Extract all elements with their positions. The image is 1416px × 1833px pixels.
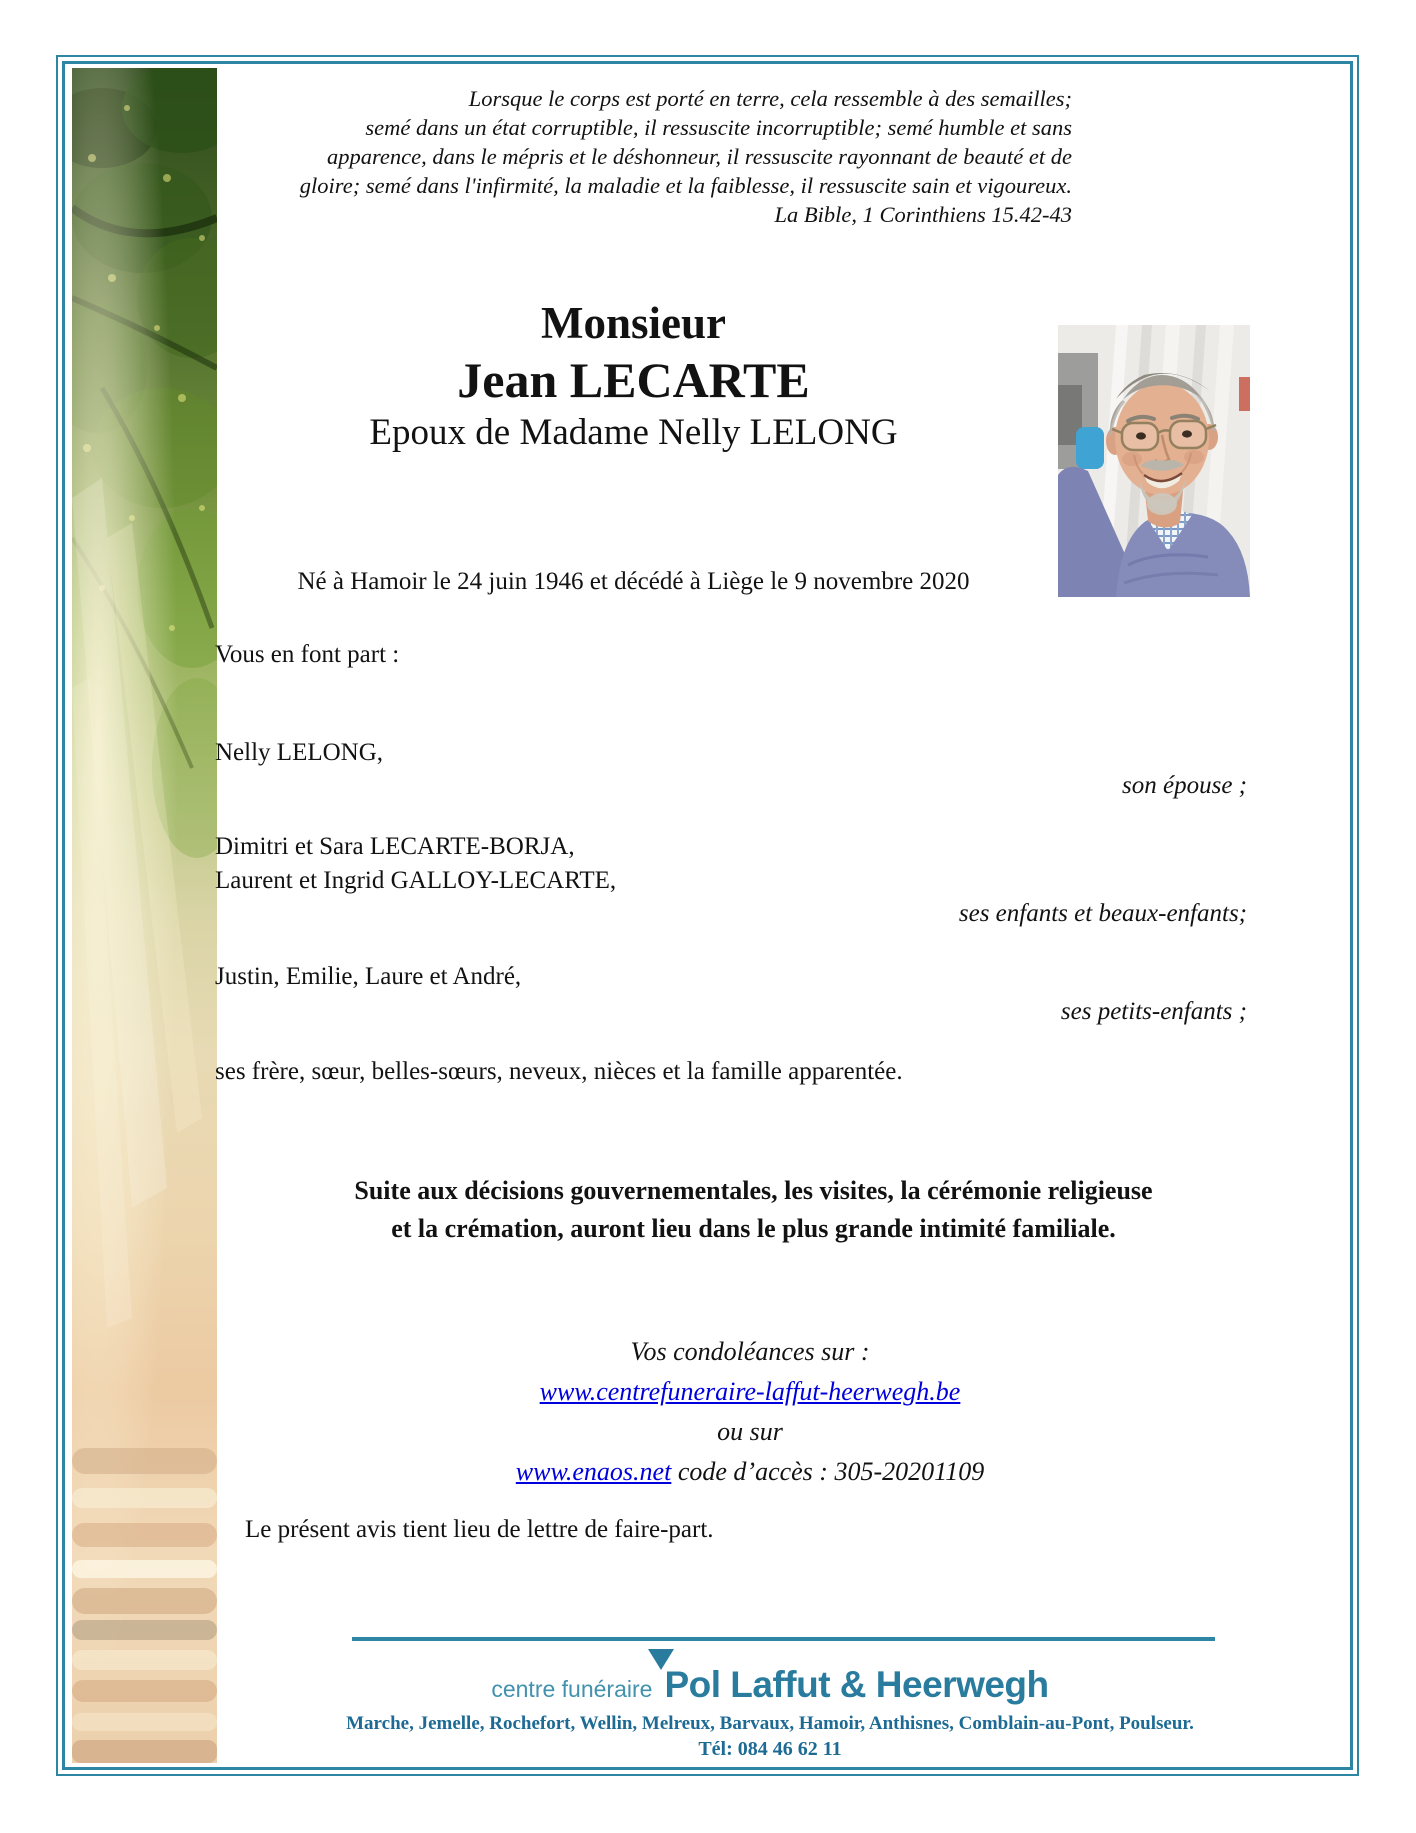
family-extended: ses frère, sœur, belles-sœurs, neveux, nièces et la famille apparentée.: [215, 1058, 903, 1085]
closing-line: Le présent avis tient lieu de lettre de faire-part.: [245, 1516, 714, 1543]
quote-line: semé dans un état corruptible, il ressuscite incorruptible; semé humble et sans: [365, 115, 1072, 140]
family-names-grandchildren: Justin, Emilie, Laure et André,: [215, 963, 522, 990]
relation-spouse: son épouse ;: [1122, 772, 1247, 799]
footer-phone: Tél: 084 46 62 11: [698, 1738, 842, 1760]
footer-locations: Marche, Jemelle, Rochefort, Wellin, Melreux, Barvaux, Hamoir, Anthisnes, Comblain-au-Pont, Poulseur.: [346, 1713, 1194, 1734]
relation-children: ses enfants et beaux-enfants;: [958, 900, 1247, 927]
family-name-line: Dimitri et Sara LECARTE-BORJA,: [215, 833, 575, 860]
deceased-name: Jean LECARTE: [457, 352, 810, 408]
funeral-home-logo: [250, 1664, 1290, 1706]
portrait-photo: [1058, 325, 1250, 597]
family-names-children: [215, 830, 616, 898]
condolences-intro: Vos condoléances sur :: [630, 1337, 870, 1366]
deceased-life-dates: Né à Hamoir le 24 juin 1946 et décédé à Liège le 9 novembre 2020: [297, 568, 970, 595]
logo-triangle-icon: [648, 1649, 674, 1670]
notice-line: et la crémation, auront lieu dans le plus grande intimité familiale.: [391, 1214, 1116, 1243]
logo-prefix: centre funéraire: [491, 1676, 653, 1702]
quote-line: gloire; semé dans l'infirmité, la maladie et la faiblesse, il ressuscite sain et vigoureux.: [299, 173, 1072, 198]
bible-quote: [217, 84, 1072, 229]
sidebar-nature-photo: [72, 68, 217, 1763]
condolences-link-enaos[interactable]: www.enaos.net: [515, 1457, 672, 1486]
condolences-enaos-line: [217, 1452, 1283, 1492]
condolences-access-code: code d’accès : 305-20201109: [671, 1457, 985, 1486]
deceased-spouse-line: Epoux de Madame Nelly LELONG: [369, 412, 898, 453]
notice-line: Suite aux décisions gouvernementales, les visites, la cérémonie religieuse: [354, 1176, 1153, 1205]
condolences-block: [217, 1332, 1283, 1492]
logo-brand-name: Pol Laffut & Heerwegh: [664, 1664, 1048, 1706]
quote-line: apparence, dans le mépris et le déshonneur, il ressuscite rayonnant de beauté et de: [326, 144, 1072, 169]
condolences-or: ou sur: [717, 1417, 783, 1446]
relation-grandchildren: ses petits-enfants ;: [1060, 998, 1247, 1025]
family-name-line: Laurent et Ingrid GALLOY-LECARTE,: [215, 867, 617, 894]
deceased-title: Monsieur: [541, 298, 726, 348]
announcement-intro: Vous en font part :: [215, 641, 400, 668]
footer-divider: [352, 1637, 1215, 1641]
condolences-link-funeraire[interactable]: www.centrefuneraire-laffut-heerwegh.be: [539, 1377, 961, 1406]
quote-line: Lorsque le corps est porté en terre, cela ressemble à des semailles;: [468, 86, 1072, 111]
deceased-header: [217, 296, 1050, 456]
quote-attribution: La Bible, 1 Corinthiens 15.42-43: [774, 202, 1072, 227]
family-names-spouse: Nelly LELONG,: [215, 739, 384, 766]
ceremony-notice: [217, 1172, 1290, 1248]
